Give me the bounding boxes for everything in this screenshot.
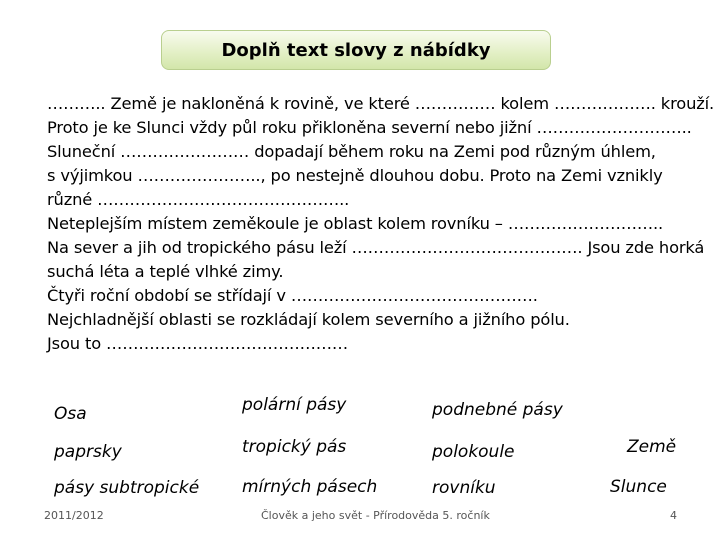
footer-course: Člověk a jeho svět - Přírodověda 5. ročník [261,509,490,522]
footer-page-number: 4 [670,509,677,522]
word-pasy-subtropicke[interactable]: pásy subtropické [54,478,200,498]
text-line: Nejchladnější oblasti se rozkládají kolem severního a jižního pólu. [47,310,570,329]
word-paprsky[interactable]: paprsky [54,442,122,462]
exercise-text [47,92,715,356]
word-rovniku[interactable]: rovníku [432,478,496,498]
text-line: Čtyři roční období se střídají v ………………………………………. [47,286,538,305]
text-line: různé ……………………………………….. [47,190,350,209]
word-polarni-pasy[interactable]: polární pásy [242,395,347,415]
text-line: ……….. Země je nakloněná k rovině, ve které …………… kolem ………………. krouží. [47,94,715,113]
word-zeme[interactable]: Země [627,437,677,457]
word-polokoule[interactable]: polokoule [432,442,515,462]
text-line: Sluneční …………………… dopadají během roku na Zemi pod různým úhlem, [47,142,656,161]
word-tropicky-pas[interactable]: tropický pás [242,437,347,457]
worksheet-title-box [161,30,551,70]
text-line: s výjimkou ………………….., po nestejně dlouhou dobu. Proto na Zemi vznikly [47,166,663,185]
word-osa[interactable]: Osa [54,404,87,424]
worksheet-title: Doplň text slovy z nábídky [221,39,491,61]
text-line: Neteplejším místem zeměkoule je oblast kolem rovníku – ……………………….. [47,214,664,233]
word-slunce[interactable]: Slunce [610,477,667,497]
word-podnebne-pasy[interactable]: podnebné pásy [432,400,563,420]
footer-year: 2011/2012 [44,509,104,522]
text-line: suchá léta a teplé vlhké zimy. [47,262,284,281]
text-line: Na sever a jih od tropického pásu leží ……………………………………. Jsou zde horká [47,238,705,257]
text-line: Proto je ke Slunci vždy půl roku přikloněna severní nebo jižní ……………………….. [47,118,692,137]
text-line: Jsou to ……………………………………… [47,334,349,353]
word-mirnych-pasech[interactable]: mírných pásech [242,477,378,497]
